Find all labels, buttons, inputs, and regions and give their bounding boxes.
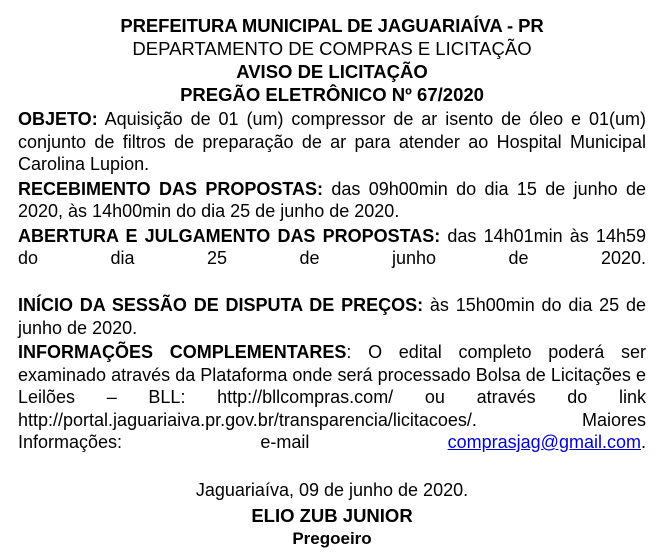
abertura-paragraph [18,225,646,293]
place-date-line: Jaguariaíva, 09 de junho de 2020. [195,480,469,500]
inicio-disputa-label: INÍCIO DA SESSÃO DE DISPUTA DE PREÇOS: [18,295,424,315]
header-bid-number-line: PREGÃO ELETRÔNICO Nº 67/2020 [180,84,484,105]
recebimento-text: das 09h00min do dia 15 de junho de 2020, às 14h00min do dia 25 de junho de 2020. [18,178,646,221]
objeto-label: OBJETO: [18,109,98,129]
header-city-line: PREFEITURA MUNICIPAL DE JAGUARIAÍVA - PR [120,15,544,36]
inicio-disputa-text: às 15h00min do dia 25 de junho de 2020. [18,295,646,338]
inicio-disputa-paragraph [18,294,646,339]
abertura-label: ABERTURA E JULGAMENTO DAS PROPOSTAS: [18,225,441,246]
signer-role: Pregoeiro [292,529,372,548]
email-link[interactable]: comprasjag@gmail.com [447,432,641,452]
objeto-paragraph [18,108,646,176]
abertura-text: das 14h01min às 14h59 do dia 25 de junho de 2020. [18,225,646,268]
objeto-text: Aquisição de 01 (um) compressor de ar isento de óleo e 01(um) conjunto de filtros de preparação de ar para atender ao Hospital Municipal Carolina Lupion. [18,109,646,174]
recebimento-label: RECEBIMENTO DAS PROPOSTAS: [18,178,324,199]
header-department-line: DEPARTAMENTO DE COMPRAS E LICITAÇÃO [132,38,532,59]
header-notice-type-line: AVISO DE LICITAÇÃO [236,61,428,82]
recebimento-paragraph [18,178,646,223]
informacoes-text-end: . [640,432,646,452]
informacoes-paragraph [18,341,646,476]
informacoes-text: : O edital completo poderá ser examinado através da Plataforma onde será processado Bolsa de Licitações e Leilões – BLL: http://bllcompras.com/ ou através do link http://portal.jaguariaiva.pr.gov.br/transparencia/licitacoes/. Maiores Informações: e-mail [18,342,646,452]
signer-name: ELIO ZUB JUNIOR [251,505,413,526]
informacoes-label: INFORMAÇÕES COMPLEMENTARES [18,342,347,362]
